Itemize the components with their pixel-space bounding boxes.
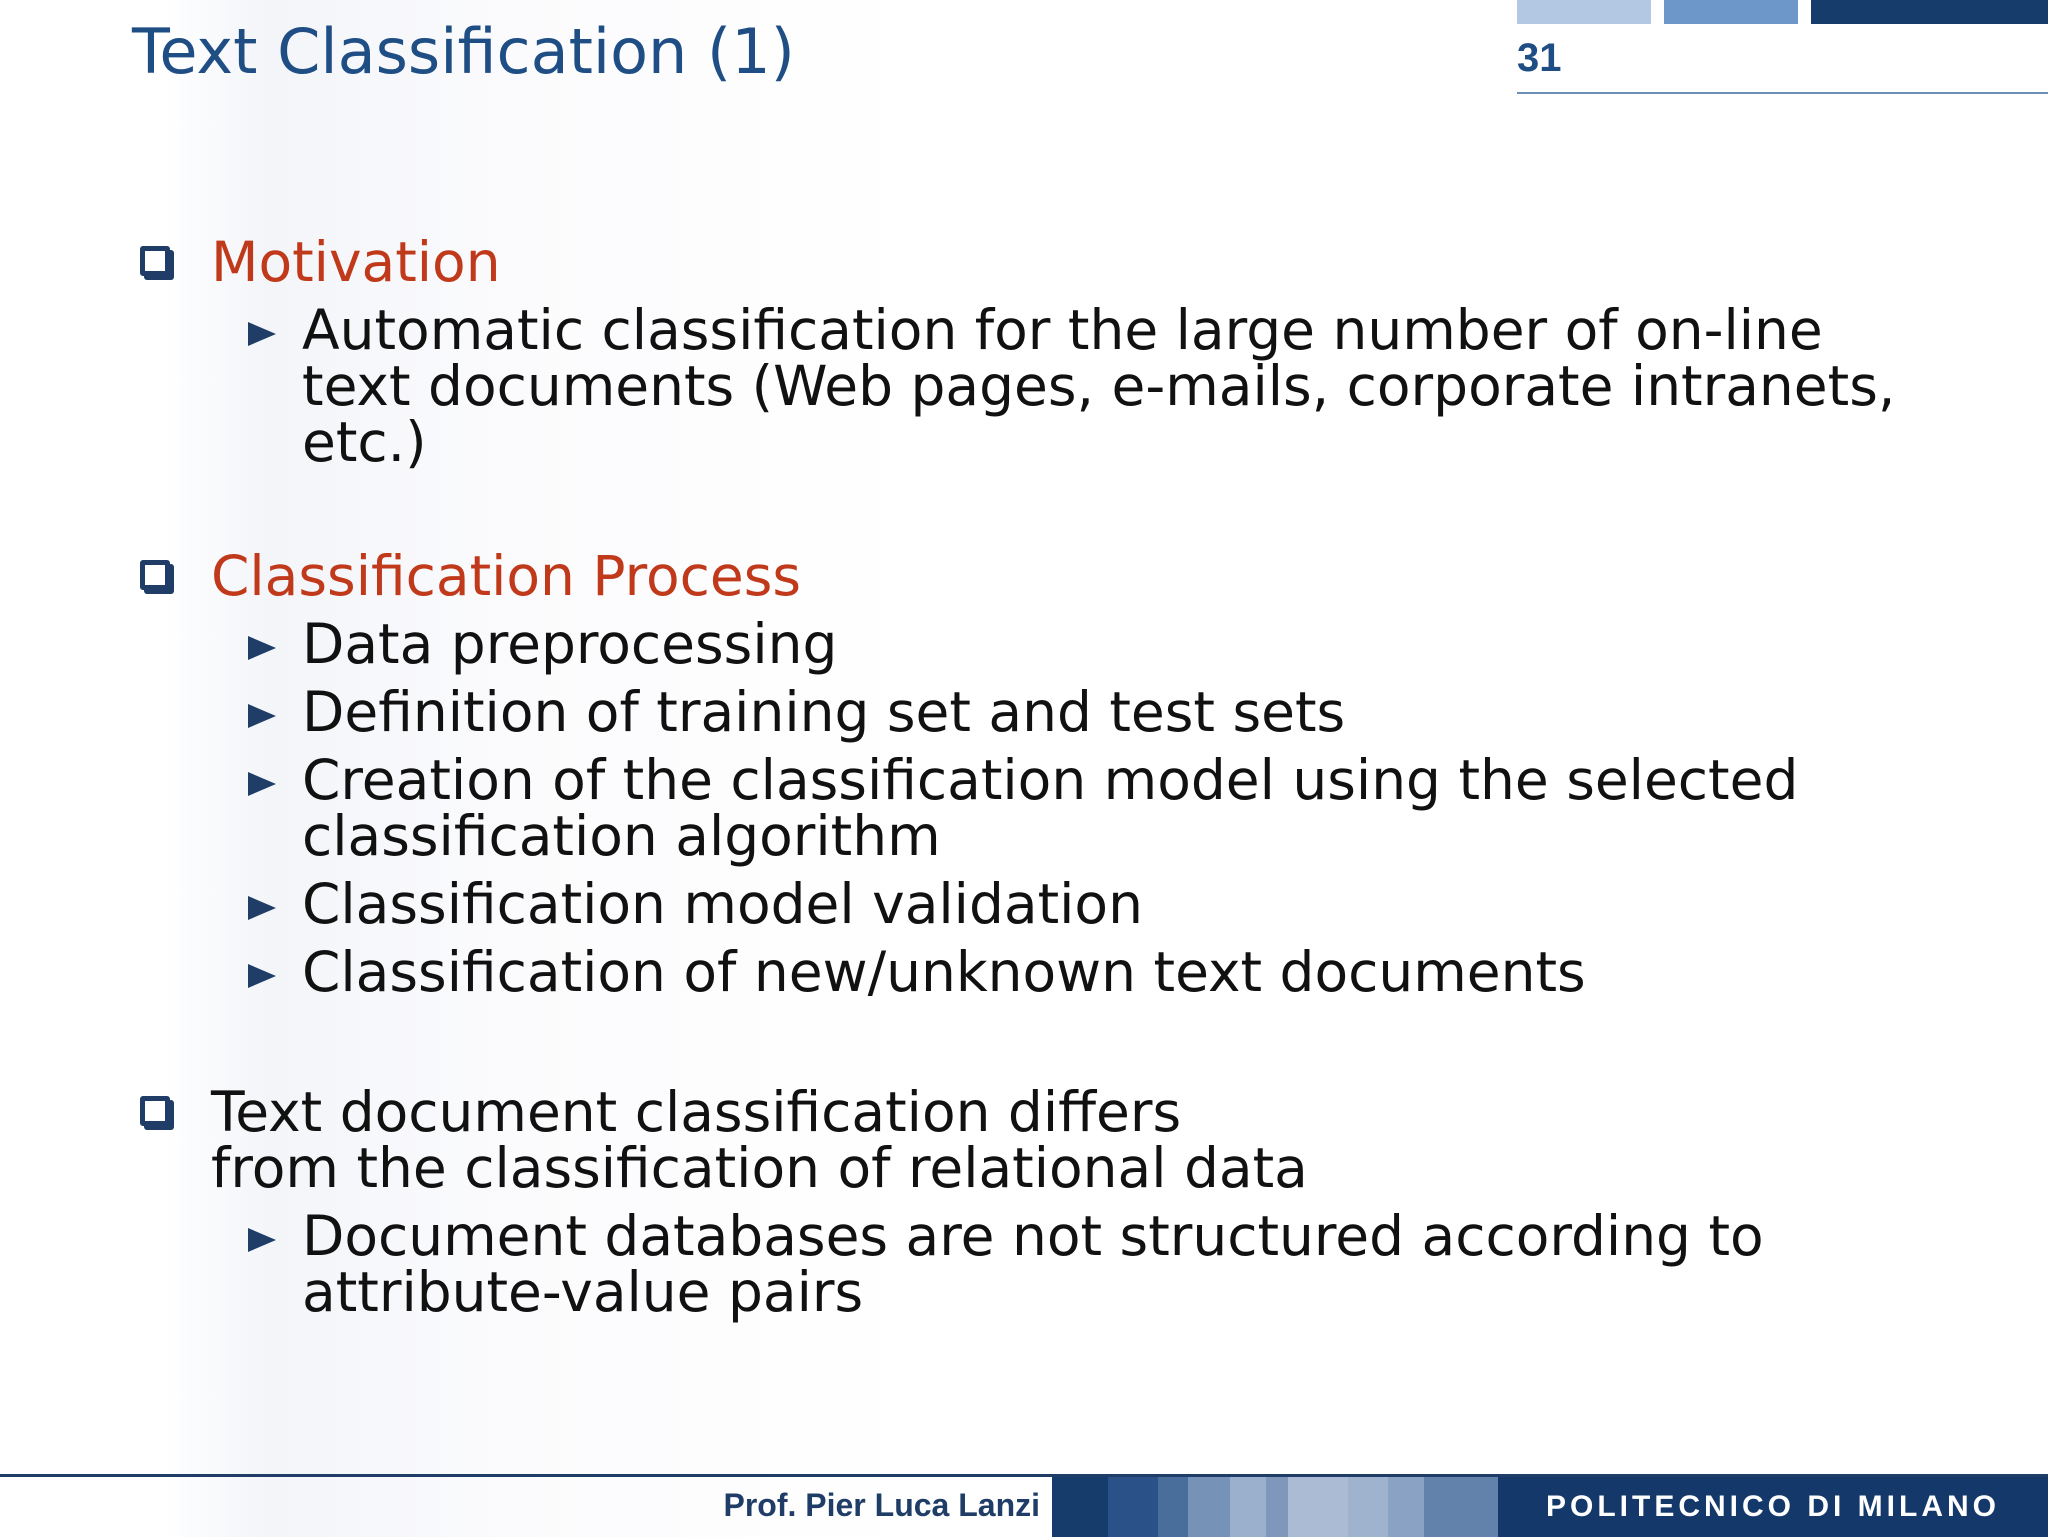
list-item [136,748,2016,868]
top-decor-block-dark [1811,0,2048,24]
footer-decor-block [1108,1477,1158,1537]
list-item-line: etc.) [302,410,427,474]
list-item [136,612,2016,676]
footer-decor-blocks [1052,1477,1498,1537]
section-heading [136,544,2016,608]
list-item-line: Document databases are not structured according to [302,1204,1764,1268]
arrow-bullet-icon [248,964,276,988]
top-decor-block-light [1517,0,1651,24]
checkbox-bullet-icon [140,246,170,276]
footer-decor-block [1348,1477,1388,1537]
checkbox-bullet-icon [140,1096,170,1126]
section-heading [136,1080,2016,1200]
list-item-line: attribute-value pairs [302,1260,864,1324]
arrow-bullet-icon [248,896,276,920]
footer-decor-block [1158,1477,1188,1537]
header-divider [1517,92,2048,94]
list-item-line: Creation of the classification model using the selected [302,748,1799,812]
top-decor-block-mid [1664,0,1798,24]
list-item-line: Classification of new/unknown text documents [302,940,1586,1004]
list-item [136,1204,2016,1324]
section-heading-line: Text document classification differs [211,1080,1182,1144]
footer-decor-block [1230,1477,1266,1537]
section-heading-text: Classification Process [211,544,802,608]
footer-decor-block [1266,1477,1288,1537]
list-item [136,872,2016,936]
section-heading-text: Motivation [211,230,501,294]
arrow-bullet-icon [248,772,276,796]
list-item-line: Automatic classification for the large number of on-line [302,298,1823,362]
footer-author: Prof. Pier Luca Lanzi [723,1487,1040,1523]
footer-decor-block [1288,1477,1348,1537]
section-text-vs-relational [136,1080,2016,1324]
bullet-list [136,1204,2016,1324]
arrow-bullet-icon [248,636,276,660]
list-item-line: classification algorithm [302,804,941,868]
checkbox-bullet-icon [140,560,170,590]
arrow-bullet-icon [248,704,276,728]
arrow-bullet-icon [248,1228,276,1252]
bullet-list [136,298,2016,474]
slide-title: Text Classification (1) [132,15,795,88]
bullet-list [136,612,2016,1004]
list-item [136,680,2016,744]
footer-decor-block [1424,1477,1498,1537]
list-item-line: Data preprocessing [302,612,838,676]
footer-decor-block [1052,1477,1108,1537]
section-motivation [136,230,2016,474]
section-heading-line: from the classification of relational data [211,1136,1308,1200]
section-heading [136,230,2016,294]
footer-decor-block [1388,1477,1424,1537]
section-classification-process [136,544,2016,1004]
arrow-bullet-icon [248,322,276,346]
page-number: 31 [1517,36,1562,80]
institution-logo-text: POLITECNICO DI MILANO [1498,1477,2048,1537]
list-item-line: Definition of training set and test sets [302,680,1346,744]
list-item [136,940,2016,1004]
list-item [136,298,2016,474]
footer-decor-block [1188,1477,1230,1537]
list-item-line: text documents (Web pages, e-mails, corporate intranets, [302,354,1896,418]
list-item-line: Classification model validation [302,872,1143,936]
